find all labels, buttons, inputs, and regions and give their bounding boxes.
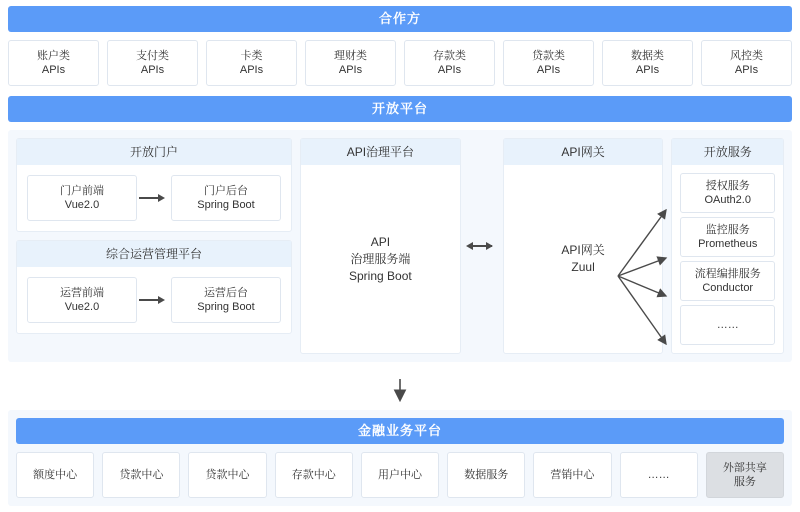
portal-frontend-box: [27, 175, 137, 221]
box-line1: 运营后台: [204, 287, 248, 299]
partner-card: [404, 40, 495, 86]
card-line1: 卡类: [240, 50, 263, 62]
box-line2: Vue2.0: [64, 199, 100, 211]
ops-platform-body: [17, 267, 291, 333]
box-line1: 门户前端: [60, 185, 104, 197]
card-line1: 存款类: [433, 50, 466, 62]
card-line1: 存款中心: [291, 469, 336, 481]
service-line1: 授权服务: [705, 180, 750, 192]
open-portal-body: [17, 165, 291, 231]
business-section: [8, 410, 792, 506]
governance-column: [300, 138, 461, 354]
business-card-more: [620, 452, 698, 498]
service-item: [680, 217, 775, 257]
ops-pair: [27, 277, 281, 323]
business-banner: 金融业务平台: [16, 418, 784, 444]
portal-pair: [27, 175, 281, 221]
card-line2: APIs: [734, 64, 759, 76]
open-services-list: [672, 165, 783, 353]
card-line2: APIs: [437, 64, 462, 76]
card-line2: APIs: [41, 64, 66, 76]
card-line1: 贷款中心: [119, 469, 164, 481]
business-card-external: [706, 452, 784, 498]
arrow-bidirectional-icon: [465, 240, 499, 252]
card-line1: 支付类: [136, 50, 169, 62]
gov-line2: 治理服务端: [350, 251, 411, 266]
service-item: [680, 173, 775, 213]
api-governance-body: [301, 165, 460, 353]
partner-card: [701, 40, 792, 86]
card-line2: APIs: [536, 64, 561, 76]
gw-line1: API网关: [561, 243, 605, 257]
card-line1: 用户中心: [377, 469, 422, 481]
partner-card-row: [8, 40, 792, 86]
service-line2: Conductor: [702, 282, 754, 294]
business-card: [275, 452, 353, 498]
open-portal-title: 开放门户: [17, 139, 291, 165]
card-line1: ……: [647, 469, 670, 481]
box-line2: Vue2.0: [64, 301, 100, 313]
card-line1: 理财类: [334, 50, 367, 62]
open-services-column: [671, 138, 784, 354]
card-line2: APIs: [140, 64, 165, 76]
card-line1: 数据服务: [464, 469, 509, 481]
card-line1: 账户类: [37, 50, 70, 62]
open-services-panel: [671, 138, 784, 354]
partner-card: [602, 40, 693, 86]
api-governance-panel: [300, 138, 461, 354]
partner-card: [503, 40, 594, 86]
partner-card: [305, 40, 396, 86]
open-services-title: 开放服务: [672, 139, 783, 165]
card-line2: APIs: [635, 64, 660, 76]
portal-column: [16, 138, 292, 354]
card-line1: 额度中心: [33, 469, 78, 481]
card-line2: APIs: [338, 64, 363, 76]
business-card: [102, 452, 180, 498]
gw-line2: Zuul: [571, 260, 595, 274]
platform-to-business-arrow: [390, 379, 410, 407]
api-gateway-panel: [503, 138, 664, 354]
gateway-column: [503, 138, 664, 354]
portal-backend-box: [171, 175, 281, 221]
partner-card: [107, 40, 198, 86]
arrow-right-icon: [137, 294, 171, 306]
platform-banner: 开放平台: [8, 96, 792, 122]
box-line1: 门户后台: [204, 185, 248, 197]
partner-banner: 合作方: [8, 6, 792, 32]
gov-line1: API: [370, 234, 391, 249]
business-card: [188, 452, 266, 498]
card-line1: 贷款类: [532, 50, 565, 62]
business-card: [361, 452, 439, 498]
card-line2: APIs: [239, 64, 264, 76]
open-portal-panel: [16, 138, 292, 232]
box-line2: Spring Boot: [197, 301, 255, 313]
partner-card: [8, 40, 99, 86]
api-gateway-body: [504, 165, 663, 353]
business-card: [533, 452, 611, 498]
gov-line3: Spring Boot: [349, 268, 412, 283]
governance-gateway-link: [469, 138, 495, 354]
card-line2: 服务: [733, 476, 756, 488]
service-line1: 流程编排服务: [694, 268, 761, 280]
card-line1: 贷款中心: [205, 469, 250, 481]
business-card: [16, 452, 94, 498]
api-governance-title: API治理平台: [301, 139, 460, 165]
service-item-more: [680, 305, 775, 345]
card-line1: 数据类: [631, 50, 664, 62]
service-line2: OAuth2.0: [704, 194, 751, 206]
ops-backend-box: [171, 277, 281, 323]
business-card-row: [16, 452, 784, 498]
business-card: [447, 452, 525, 498]
api-gateway-title: API网关: [504, 139, 663, 165]
box-line2: Spring Boot: [197, 199, 255, 211]
ops-frontend-box: [27, 277, 137, 323]
service-line1: ……: [716, 319, 739, 331]
platform-section: [8, 130, 792, 362]
service-line1: 监控服务: [705, 224, 750, 236]
service-item: [680, 261, 775, 301]
ops-platform-panel: [16, 240, 292, 334]
arrow-right-icon: [137, 192, 171, 204]
card-line1: 外部共享: [722, 462, 767, 474]
card-line1: 风控类: [730, 50, 763, 62]
service-line2: Prometheus: [698, 238, 758, 250]
box-line1: 运营前端: [60, 287, 104, 299]
card-line1: 营销中心: [550, 469, 595, 481]
partner-card: [206, 40, 297, 86]
ops-platform-title: 综合运营管理平台: [17, 241, 291, 267]
